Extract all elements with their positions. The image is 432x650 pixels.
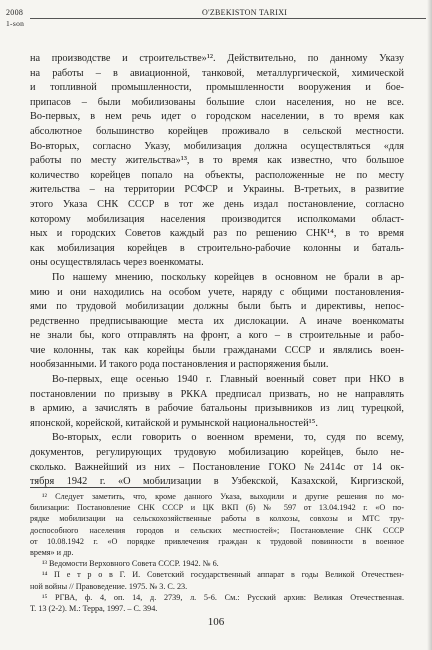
body-line: оны осуществлялась через военкоматы. xyxy=(30,257,204,269)
footnote-line: время» и др. xyxy=(30,548,74,558)
footnote-line: ¹³ Ведомости Верховного Совета СССР. 1942. № 6. xyxy=(42,559,219,569)
body-line: в армию, а зачислять в рабочие батальоны призывников из лиц турецкой, xyxy=(30,403,404,415)
body-line: Во-первых, в нем речь идет о городском населении, в то время как xyxy=(30,111,404,123)
footnote-line: рядке мобилизации на сельскохозяйственные работы в колхозы, совхозы и МТС тру- xyxy=(30,514,404,524)
body-text xyxy=(30,52,404,490)
body-line: как мобилизация корейцев в строительно-рабочие колонны и баталь- xyxy=(30,242,404,254)
body-line: работы по месту жительства»¹³, в то время как известно, что большое xyxy=(30,155,404,167)
header-year: 2008 xyxy=(6,8,24,17)
body-line: постановлении по призыву в РККА предписал призвать, но не направлять xyxy=(30,388,404,400)
body-line: ных и городских Советов каждый раз по решению СНК¹⁴, в то время xyxy=(30,228,404,240)
body-line: которому мобилизация населения производится исполкомами област- xyxy=(30,213,404,225)
header-journal-title: O'ZBEKISTON TARIXI xyxy=(202,8,288,17)
body-line: документов, регулирующих трудовую мобилизацию корейцев, было не- xyxy=(30,447,404,459)
body-line: на работы – в авиационной, танковой, металлургической, химической xyxy=(30,67,404,79)
footnote-line: доспособного населения городов и сельских местностей»; Постановление СНК СССР xyxy=(30,525,404,535)
footnote-line: ¹² Следует заметить, что, кроме данного Указа, выходили и другие решения по мо- xyxy=(42,492,404,501)
body-line: Во-вторых, согласно Указу, мобилизация должна осуществляться «для xyxy=(30,140,404,152)
body-line: тября 1942 г. «О мобилизации в Узбекской, Казахской, Киргизской, xyxy=(30,476,404,488)
body-line: мию и они находились на особом учете, наряду с общими постановления- xyxy=(30,286,404,298)
body-line: ями по трудовой мобилизации должны были быть и директивы, непос- xyxy=(30,301,404,313)
footnote-line: Т. 13 (2-2). М.: Терра, 1997. – С. 394. xyxy=(30,604,158,614)
body-line: редственно предписывающие места их дислокации. А иначе военкоматы xyxy=(30,315,404,327)
body-line: припасов – были мобилизованы большие слои населения, но не все. xyxy=(30,96,404,108)
body-line: Во-первых, еще осенью 1940 г. Главный военный совет при НКО в xyxy=(52,374,404,386)
footnote-line: билизации: Постановление СНК СССР и ЦК ВКП (б) № 597 от 13.04.1942 г. «О по- xyxy=(30,503,404,513)
footnote-line: от 10.08.1942 г. «О порядке привлечения граждан к трудовой повинности в военное xyxy=(30,536,404,546)
header-rule xyxy=(30,18,426,19)
body-line: не знали бы, кого отправлять на фронт, а кого – в строительные и рабо- xyxy=(30,330,404,342)
footnote-line: ¹⁵ РГВА, ф. 4, оп. 14, д. 2739, л. 5-6. См.: Русский архив: Великая Отечественная. xyxy=(42,592,404,602)
body-line: По нашему мнению, поскольку корейцев в основном не брали в ар- xyxy=(52,271,404,283)
page-edge-shadow xyxy=(427,0,432,650)
footnote-line: ной войны // Правоведение. 1975. № 3. С. 23. xyxy=(30,581,188,591)
body-line: чие колонны, так как корейцы были гражданами СССР и являлись воен- xyxy=(30,344,404,356)
body-line: японской, корейской, китайской и румынской национальностей¹⁵. xyxy=(30,417,318,429)
body-line: жительства – на территории РСФСР и Украины. В-третьих, в развитие xyxy=(30,184,404,196)
footnote-separator xyxy=(30,487,170,488)
page-number: 106 xyxy=(207,616,225,628)
body-line: сколько. Важнейший из них – Постановление ГОКО №2414с от 14 ок- xyxy=(30,461,404,473)
body-line: и топливной промышленности, промышленности вооружения и бое- xyxy=(30,82,404,94)
header-issue: 1-son xyxy=(6,19,25,28)
body-line: на производстве и строительстве»¹². Действительно, по данному Указу xyxy=(30,53,404,64)
body-line: этого Указа СНК СССР в тот же день издал постановление, согласно xyxy=(30,198,404,210)
body-line: абсолютное большинство корейцев проживало в сельской местности. xyxy=(30,125,404,137)
body-line: Во-вторых, если говорить о военном времени, то, судя по всему, xyxy=(52,432,404,444)
footnote-line: ¹⁴ П е т р о в Г. И. Советский государственный аппарат в годы Великой Отечествен- xyxy=(42,570,404,580)
footnotes xyxy=(30,491,404,614)
body-line: количество корейцев попало на объекты, расположенные не по месту xyxy=(30,169,404,181)
body-line: нообязанными. И такого рода постановления и распоряжения были. xyxy=(30,359,329,371)
